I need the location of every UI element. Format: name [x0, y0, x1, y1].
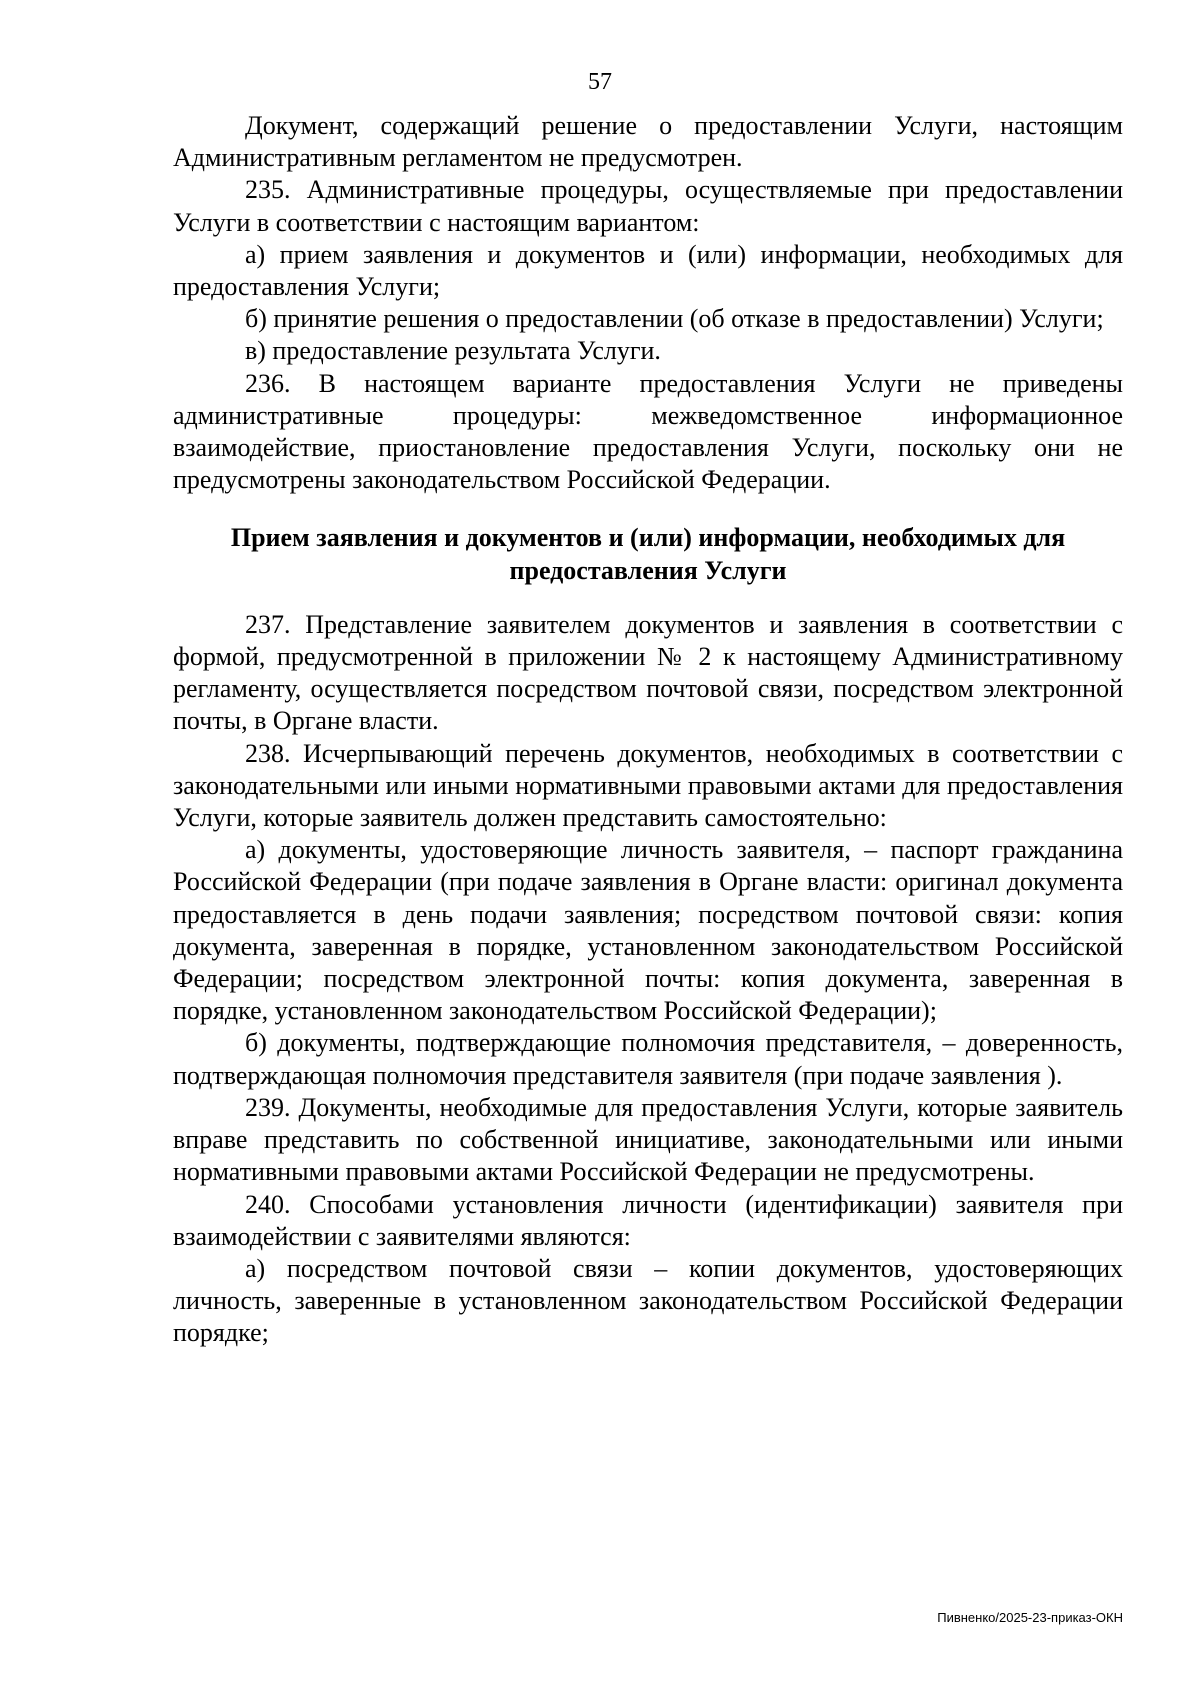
section-heading-line: Прием заявления и документов и (или) информации, необходимых для: [230, 523, 1066, 553]
list-item-a: а) посредством почтовой связи – копии документов, удостоверяющих личность, заверенные в установленном законодательством Российской Федерации порядке;: [173, 1253, 1123, 1348]
section-heading: [173, 522, 1123, 586]
paragraph-236: 236. В настоящем варианте предоставления Услуги не приведены административные процедуры: межведомственное информационное взаимодействие, приостановление предоставления Услуги, поскольку они не предусмотрены законодательством Российской Федерации.: [173, 368, 1123, 495]
paragraph-239: 239. Документы, необходимые для предоставления Услуги, которые заявитель вправе представить по собственной инициативе, законодательными или иными нормативными правовыми актами Российской Федерации не предусмотрены.: [173, 1092, 1123, 1187]
paragraph-235: 235. Административные процедуры, осуществляемые при предоставлении Услуги в соответствии с настоящим вариантом:: [173, 175, 1123, 237]
document-footer-id: Пивненко/2025-23-приказ-ОКН: [937, 1610, 1123, 1625]
paragraph-240: 240. Способами установления личности (идентификации) заявителя при взаимодействии с заявителями являются:: [173, 1189, 1123, 1251]
paragraph-237: 237. Представление заявителем документов и заявления в соответствии с формой, предусмотренной в приложении № 2 к настоящему Административному регламенту, осуществляется посредством почтовой связи, посредством электронной почты, в Органе власти.: [173, 609, 1123, 736]
list-item-b: б) принятие решения о предоставлении (об отказе в предоставлении) Услуги;: [245, 304, 1104, 334]
list-item-a: а) документы, удостоверяющие личность заявителя, – паспорт гражданина Российской Федерации (при подаче заявления в Органе власти: оригинал документа предоставляется в день подачи заявления; посредством почтовой связи: копия документа, заверенная в порядке, установленном законодательством Российской Федерации; посредством электронной почты: копия документа, заверенная в порядке, установленном законодательством Российской Федерации);: [173, 835, 1123, 1026]
section-heading-line: предоставления Услуги: [509, 555, 787, 585]
paragraph: Документ, содержащий решение о предоставлении Услуги, настоящим Административным регламентом не предусмотрен.: [173, 111, 1123, 173]
list-item-v: в) предоставление результата Услуги.: [245, 336, 661, 366]
list-item-b: б) документы, подтверждающие полномочия представителя, – доверенность, подтверждающая полномочия представителя заявителя (при подаче заявления ).: [173, 1028, 1123, 1090]
paragraph-238: 238. Исчерпывающий перечень документов, необходимых в соответствии с законодательными или иными нормативными правовыми актами для предоставления Услуги, которые заявитель должен представить самостоятельно:: [173, 738, 1123, 833]
page-number: 57: [588, 69, 612, 95]
document-body: [173, 110, 1123, 1350]
list-item-a: а) прием заявления и документов и (или) информации, необходимых для предоставления Услуги;: [173, 239, 1123, 302]
